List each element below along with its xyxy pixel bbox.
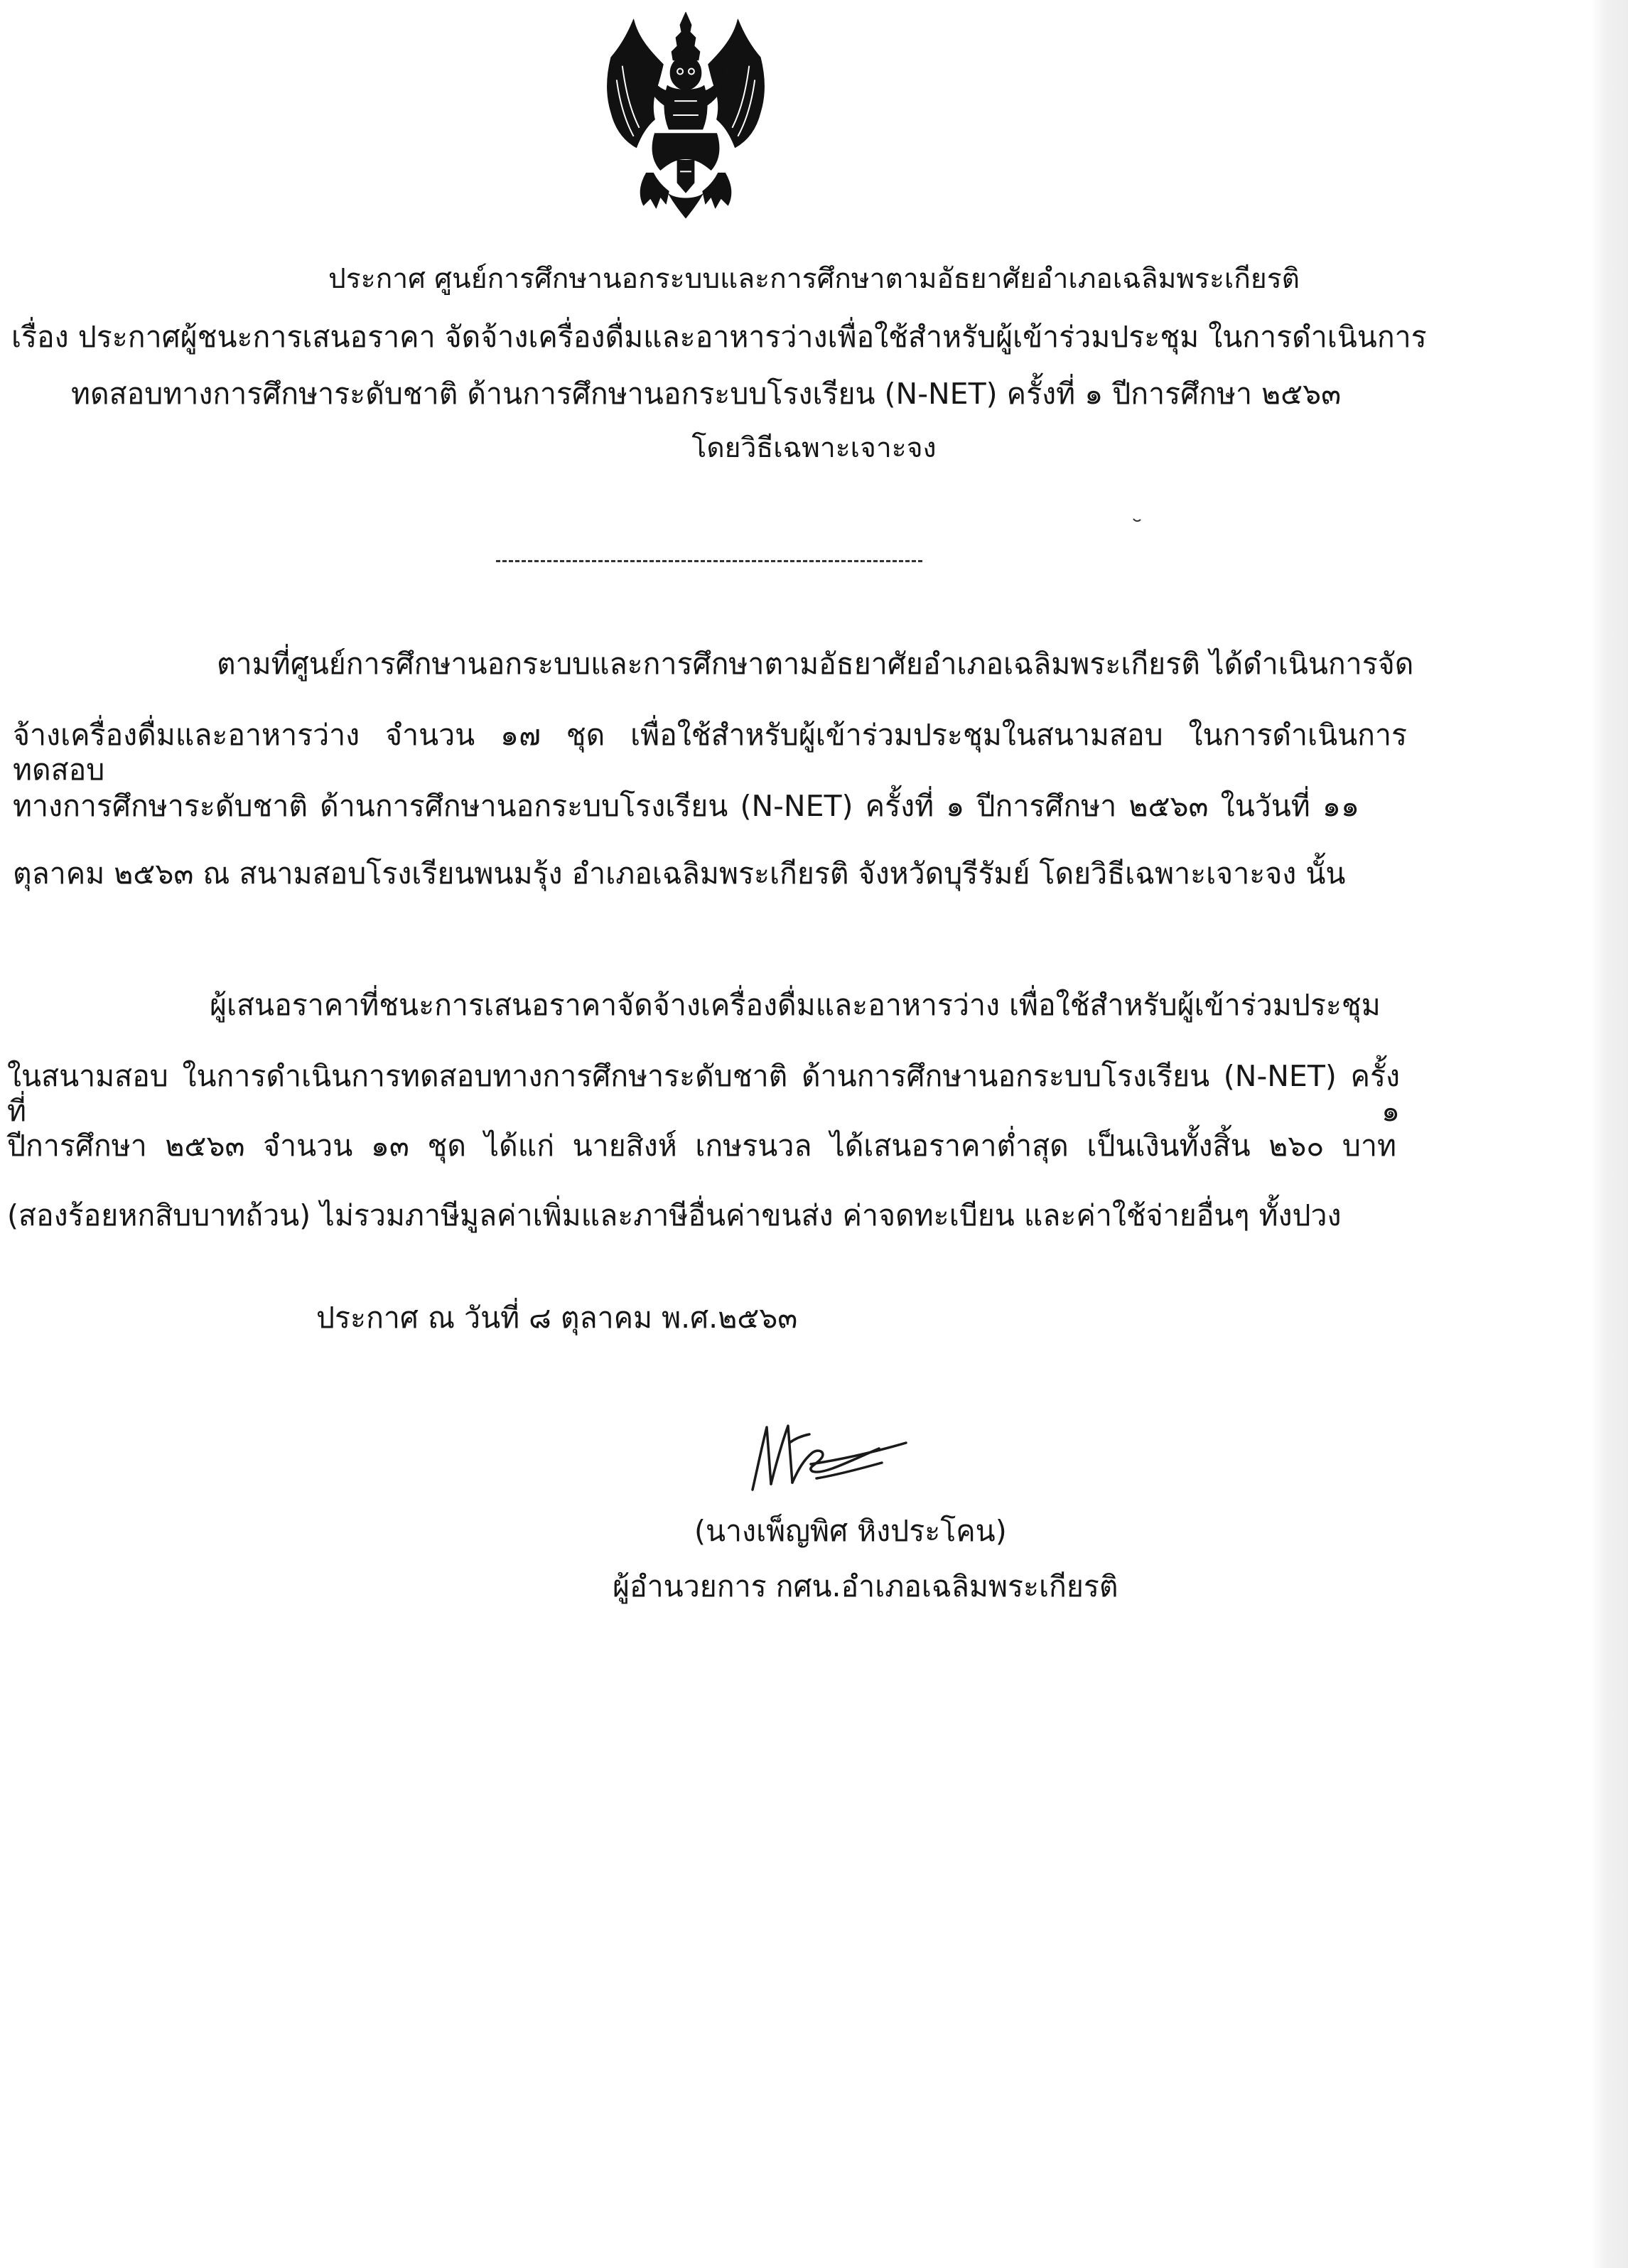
paragraph-1-line-1: ตามที่ศูนย์การศึกษานอกระบบและการศึกษาตามอัธยาศัยอำเภอเฉลิมพระเกียรติ ได้ดำเนินการจัด (217, 647, 1414, 681)
paragraph-1-line-3: ทางการศึกษาระดับชาติ ด้านการศึกษานอกระบบโรงเรียน (N-NET) ครั้งที่ ๑ ปีการศึกษา ๒๕๖๓ ในวันที่ ๑๑ (13, 789, 1359, 823)
announcement-title: ประกาศ ศูนย์การศึกษานอกระบบและการศึกษาตามอัธยาศัยอำเภอเฉลิมพระเกียรติ (328, 263, 1300, 295)
paragraph-1-line-4: ตุลาคม ๒๕๖๓ ณ สนามสอบโรงเรียนพนมรุ้ง อำเภอเฉลิมพระเกียรติ จังหวัดบุรีรัมย์ โดยวิธีเฉพาะเจาะจง นั้น (13, 856, 1346, 891)
signatory-position: ผู้อำนวยการ กศน.อำเภอเฉลิมพระเกียรติ (613, 1569, 1118, 1603)
procurement-method: โดยวิธีเฉพาะเจาะจง (691, 432, 937, 464)
paragraph-2-line-3: ปีการศึกษา ๒๕๖๓ จำนวน ๑๓ ชุด ได้แก่ นายสิงห์ เกษรนวล ได้เสนอราคาต่ำสุด เป็นเงินทั้งสิ้น ๒๖๐ บาท (7, 1129, 1396, 1163)
subject-line: เรื่อง ประกาศผู้ชนะการเสนอราคา จัดจ้างเครื่องดื่มและอาหารว่างเพื่อใช้สำหรับผู้เข้าร่วมประชุม ในการดำเนินการ (11, 320, 1427, 354)
paragraph-2-line-4: (สองร้อยหกสิบบาทถ้วน) ไม่รวมภาษีมูลค่าเพิ่มและภาษีอื่นค่าขนส่ง ค่าจดทะเบียน และค่าใช้จ่ายอื่นๆ ทั้งปวง (7, 1198, 1342, 1232)
paragraph-1-line-2: จ้างเครื่องดื่มและอาหารว่าง จำนวน ๑๗ ชุด เพื่อใช้สำหรับผู้เข้าร่วมประชุมในสนามสอบ ในการดำเนินการทดสอบ (13, 718, 1407, 788)
subject-line-continued: ทดสอบทางการศึกษาระดับชาติ ด้านการศึกษานอกระบบโรงเรียน (N-NET) ครั้งที่ ๑ ปีการศึกษา ๒๕๖๓ (71, 377, 1342, 411)
signatory-name: (นางเพ็ญพิศ หิงประโคน) (694, 1514, 1007, 1548)
header-divider (496, 560, 922, 562)
garuda-emblem-icon (601, 9, 770, 222)
handwritten-signature (743, 1414, 910, 1500)
scan-edge-shadow (1591, 0, 1628, 2268)
announcement-date: ประกาศ ณ วันที่ ๘ ตุลาคม พ.ศ.๒๕๖๓ (316, 1301, 798, 1335)
paragraph-2-line-2: ในสนามสอบ ในการดำเนินการทดสอบทางการศึกษาระดับชาติ ด้านการศึกษานอกระบบโรงเรียน (N-NET) ครั้งที่ ๑ (7, 1059, 1400, 1129)
paragraph-2-line-1: ผู้เสนอราคาที่ชนะการเสนอราคาจัดจ้างเครื่องดื่มและอาหารว่าง เพื่อใช้สำหรับผู้เข้าร่วมประชุม (210, 988, 1381, 1022)
scan-speck (1133, 517, 1141, 523)
